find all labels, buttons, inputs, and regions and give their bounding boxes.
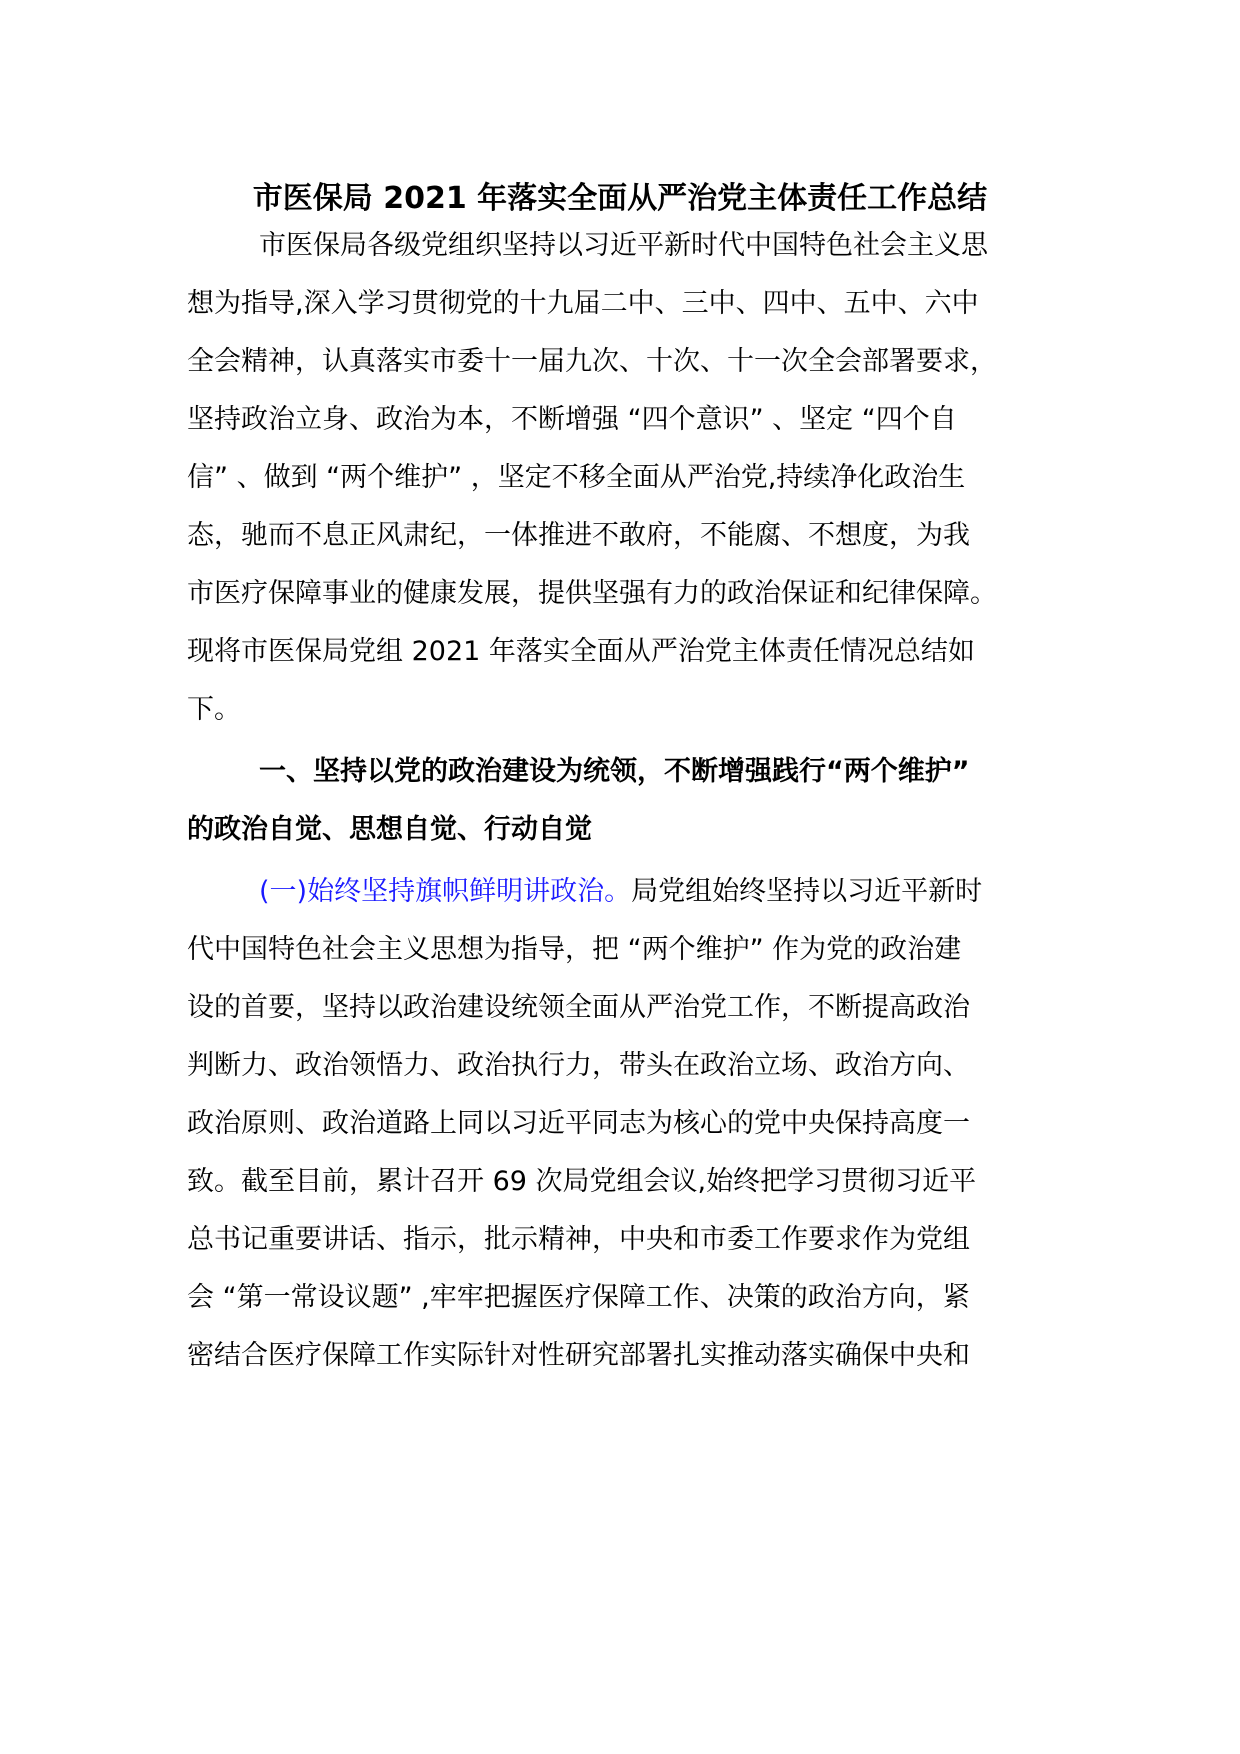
- intro-line: 下。: [187, 694, 241, 725]
- subsection-title: (一)始终坚持旗帜鲜明讲政治。: [259, 876, 632, 907]
- intro-line: 坚持政治立身、政治为本，不断增强 “四个意识” 、坚定 “四个自: [187, 404, 957, 435]
- intro-line: 市医保局各级党组织坚持以习近平新时代中国特色社会主义思: [259, 230, 988, 261]
- intro-line: 市医疗保障事业的健康发展，提供坚强有力的政治保证和纪律保障。: [187, 578, 997, 609]
- section-heading-line: 的政治自觉、思想自觉、行动自觉: [187, 814, 592, 845]
- body-line: 判断力、政治领悟力、政治执行力，带头在政治立场、政治方向、: [187, 1050, 970, 1081]
- intro-line: 态，驰而不息正风肃纪，一体推进不敢府，不能腐、不想度，为我: [187, 520, 970, 551]
- section-heading-line: 一、坚持以党的政治建设为统领，不断增强践行“两个维护”: [259, 756, 970, 787]
- body-line: 密结合医疗保障工作实际针对性研究部署扎实推动落实确保中央和: [187, 1340, 970, 1371]
- intro-line: 全会精神，认真落实市委十一届九次、十次、十一次全会部署要求，: [187, 346, 997, 377]
- intro-line: 想为指导,深入学习贯彻党的十九届二中、三中、四中、五中、六中: [187, 288, 979, 319]
- body-line: 政治原则、政治道路上同以习近平同志为核心的党中央保持高度一: [187, 1108, 970, 1139]
- intro-line: 信” 、做到 “两个维护” ，坚定不移全面从严治党,持续净化政治生: [187, 462, 966, 493]
- body-line: 代中国特色社会主义思想为指导，把 “两个维护” 作为党的政治建: [187, 934, 962, 965]
- subsection-first-line-text: 局党组始终坚持以习近平新时: [631, 876, 983, 907]
- intro-line: 现将市医保局党组 2021 年落实全面从严治党主体责任情况总结如: [187, 636, 975, 667]
- subsection-first-line: [259, 872, 982, 912]
- body-line: 致。截至目前，累计召开 69 次局党组会议,始终把学习贯彻习近平: [187, 1166, 977, 1197]
- body-line: 会 “第一常设议题” ,牢牢把握医疗保障工作、决策的政治方向，紧: [187, 1282, 970, 1313]
- body-line: 总书记重要讲话、指示，批示精神，中央和市委工作要求作为党组: [187, 1224, 970, 1255]
- body-line: 设的首要，坚持以政治建设统领全面从严治党工作，不断提高政治: [187, 992, 970, 1023]
- document-title: 市医保局 2021 年落实全面从严治党主体责任工作总结: [252, 181, 988, 216]
